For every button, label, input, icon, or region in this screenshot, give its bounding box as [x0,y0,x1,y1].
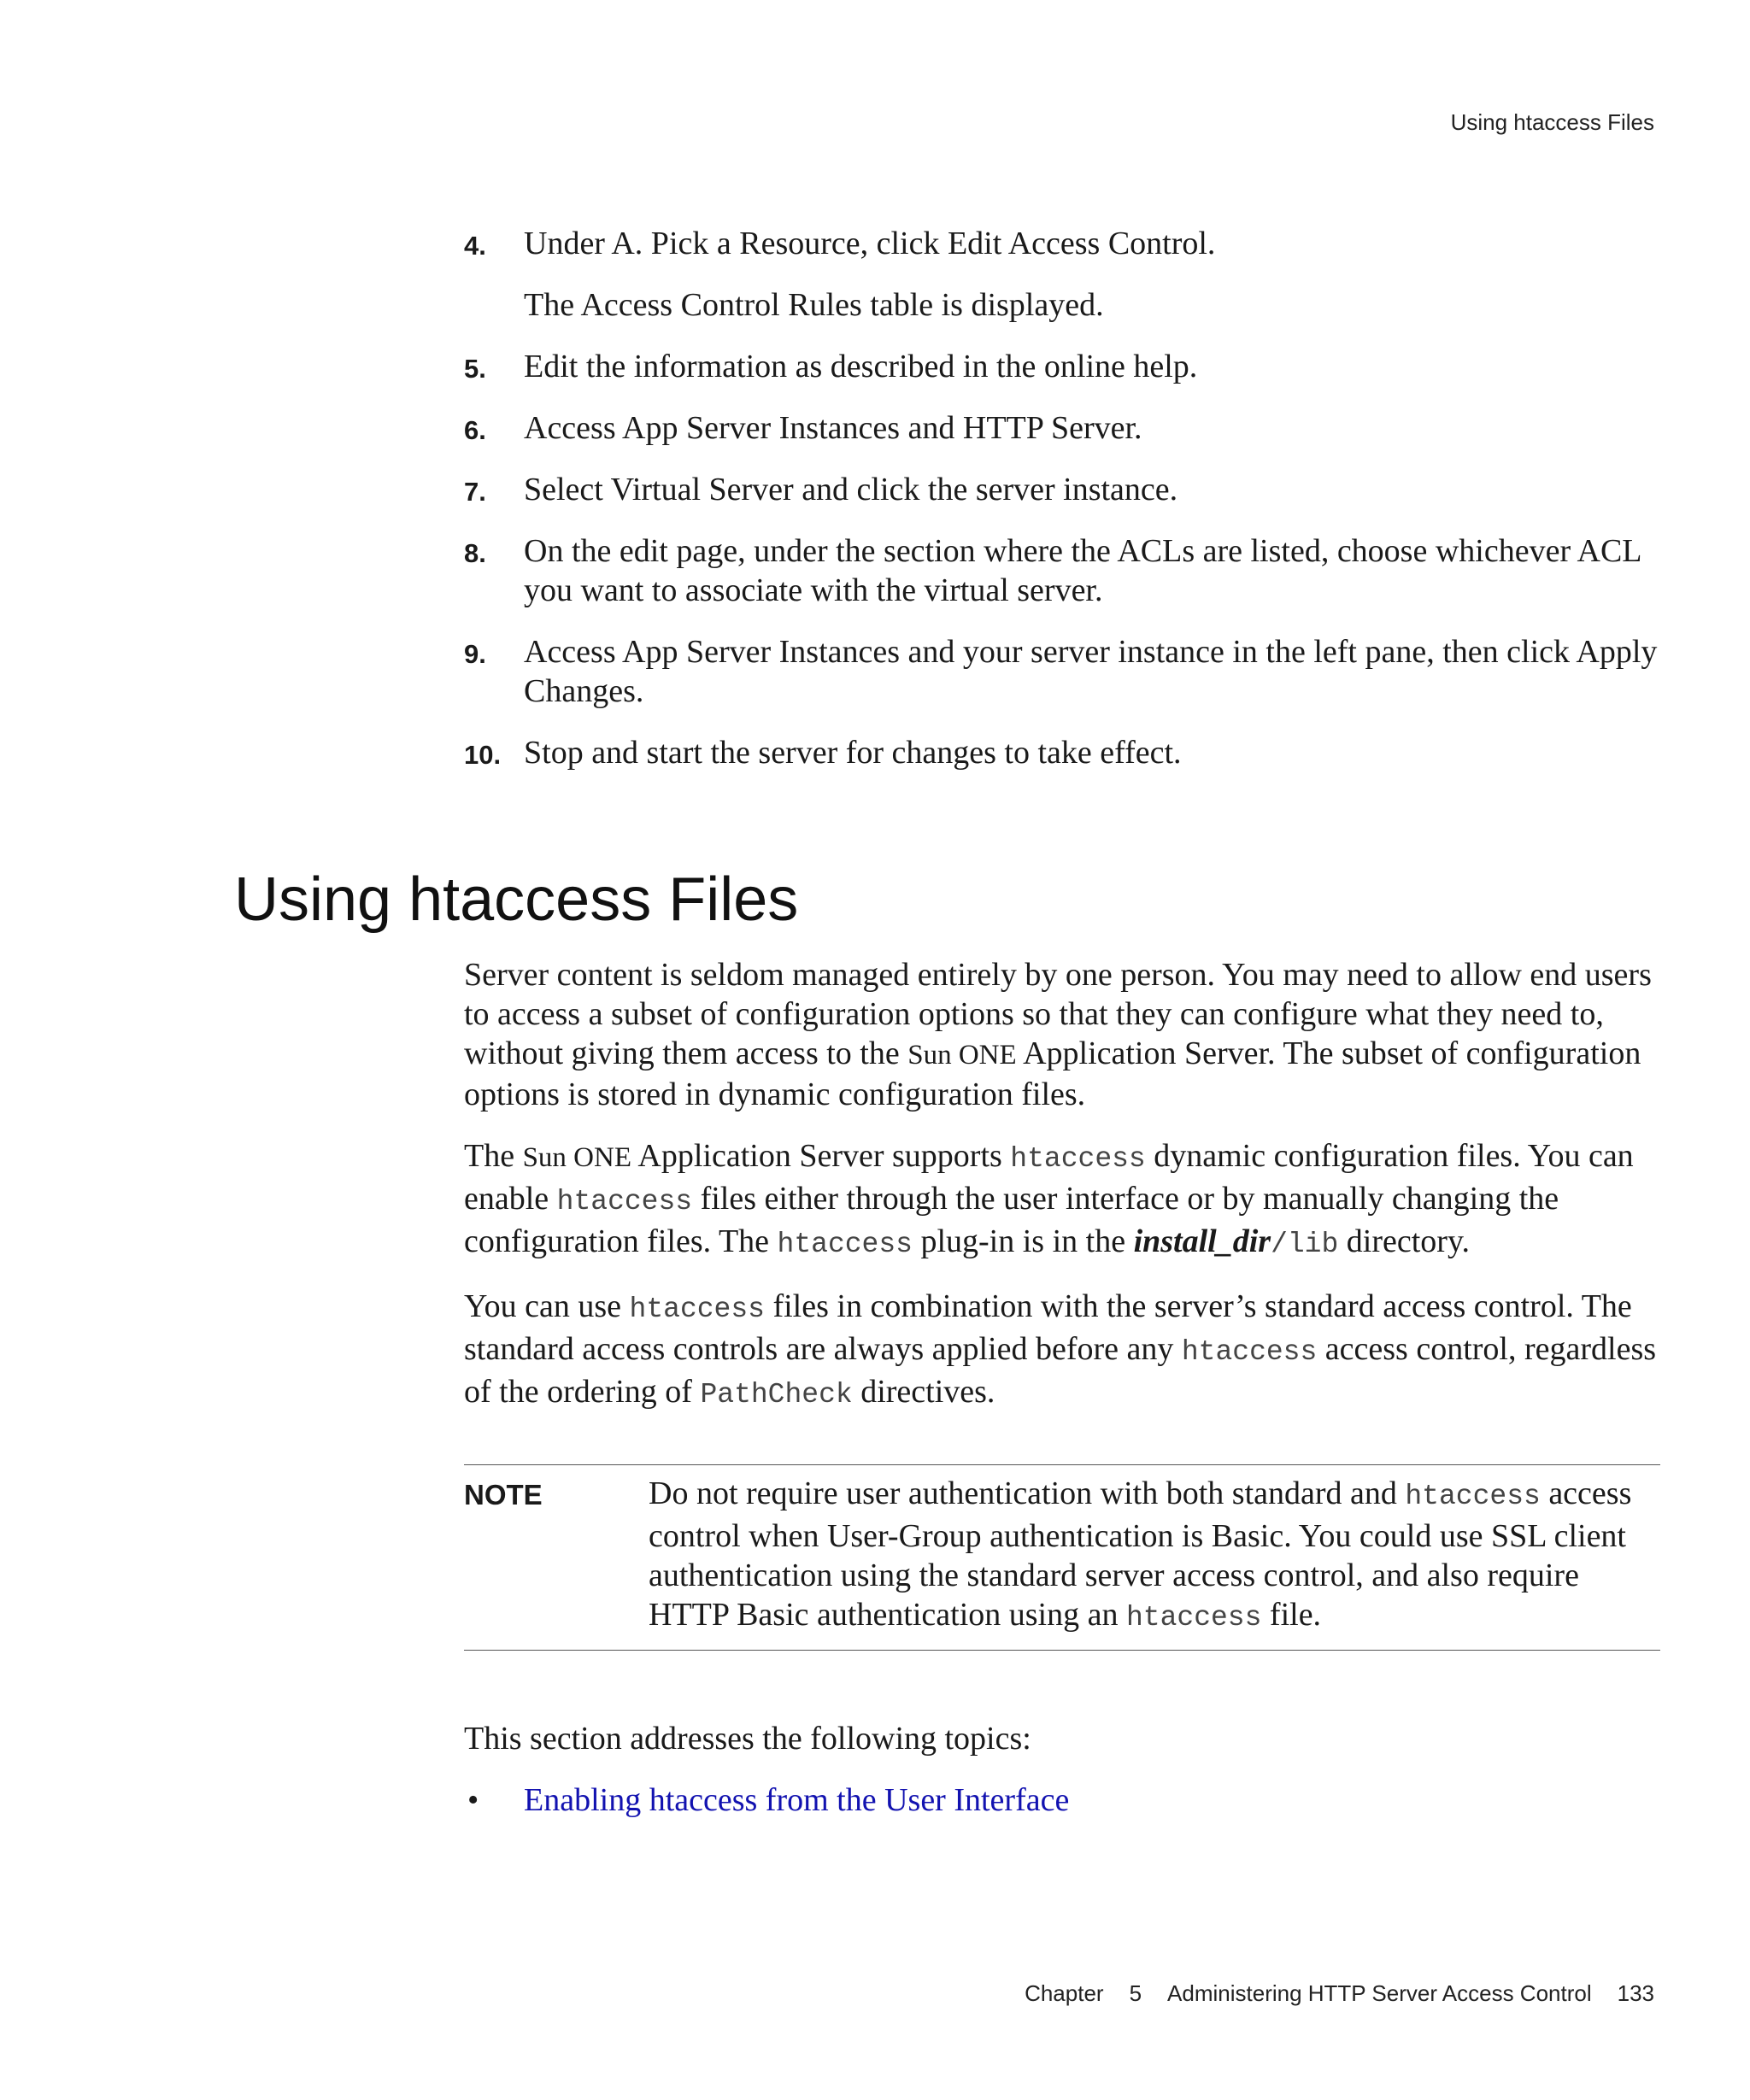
step-number: 7. [464,477,486,507]
code-htaccess: htaccess [556,1186,693,1217]
step-10 [464,733,1660,772]
code-htaccess: htaccess [1010,1143,1146,1175]
note-label: NOTE [464,1479,543,1510]
topics-intro: This section addresses the following topics: [464,1721,1031,1757]
code-htaccess: htaccess [629,1293,765,1325]
running-head: Using htaccess Files [1450,109,1654,135]
paragraph-support [464,1136,1660,1264]
step-text: Access App Server Instances and your server instance in the left pane, then click Apply Changes. [524,634,1658,709]
code-htaccess: htaccess [1181,1336,1318,1368]
paragraph-intro [464,955,1660,1114]
code-pathcheck: PathCheck [700,1379,853,1411]
text-run: You can use [464,1288,630,1324]
code-htaccess: htaccess [777,1229,913,1260]
product-name: Sun ONE [522,1142,632,1173]
text-run: plug-in is in the [912,1223,1134,1259]
text-run: Application Server supports [631,1138,1011,1174]
step-text: On the edit page, under the section where the ACLs are listed, choose whichever ACL you want to associate with the virtual server. [524,533,1641,608]
product-name: Sun ONE [907,1040,1017,1071]
paragraph-combination [464,1287,1660,1415]
step-text: Under A. Pick a Resource, click Edit Access Control. [524,226,1216,261]
topics-list [464,1780,1660,1820]
topic-link-enabling-htaccess[interactable]: Enabling htaccess from the User Interface [524,1782,1070,1818]
text-run: directives. [852,1374,995,1410]
step-9 [464,632,1660,711]
text-run: directory. [1338,1223,1470,1259]
text-run: dynamic configuration files. You can enable [464,1138,1634,1217]
text-run: Application Server. The subset of configuration options is stored in dynamic configuration files. [464,1035,1641,1112]
text-run: Server content is seldom managed entirely by one person. You may need to allow end users to access a subset of configuration options so that they can configure what they need to, without giving them access to the [464,957,1652,1071]
note-text [649,1474,1660,1638]
step-8 [464,531,1660,610]
step-text: Stop and start the server for changes to take effect. [524,735,1182,771]
page-number: 133 [1617,1980,1654,2006]
code-htaccess: htaccess [1125,1602,1262,1634]
text-run: files in combination with the server’s standard access control. The standard access controls are always applied before any [464,1288,1632,1367]
step-text: Access App Server Instances and HTTP Server. [524,410,1142,446]
step-5 [464,347,1660,386]
bullet-icon: • [467,1782,479,1818]
note-box [464,1464,1660,1651]
footer-chapter-label: Chapter [1025,1980,1104,2006]
step-4 [464,224,1660,325]
step-number: 4. [464,231,486,261]
step-number: 5. [464,354,486,384]
step-7 [464,470,1660,509]
step-6 [464,408,1660,448]
step-result: The Access Control Rules table is displayed. [524,287,1104,323]
step-number: 6. [464,415,486,445]
text-run: The [464,1138,523,1174]
install-dir-variable: install_dir [1133,1223,1271,1259]
section-title: Using htaccess Files [234,865,799,934]
text-run: Do not require user authentication with both standard and [649,1475,1406,1511]
footer-chapter-title: Administering HTTP Server Access Control [1167,1980,1592,2006]
text-run: access control, regardless of the ordering of [464,1331,1657,1410]
text-run: access control when User-Group authentication is Basic. You could use SSL client authentication using the standard server access control, and also require HTTP Basic authentication using an [649,1475,1632,1633]
code-htaccess: htaccess [1405,1481,1541,1512]
footer-chapter-number: 5 [1129,1980,1142,2006]
step-text: Edit the information as described in the online help. [524,349,1198,384]
step-number: 10. [464,740,502,770]
procedure-steps [464,224,1660,795]
step-number: 9. [464,639,486,669]
list-item [464,1780,1660,1820]
text-run: file. [1261,1597,1322,1633]
text-run: files either through the user interface or by manually changing the configuration files. The [464,1181,1559,1259]
step-text: Select Virtual Server and click the server instance. [524,472,1178,507]
code-lib: /lib [1271,1229,1339,1260]
section-body [464,955,1660,1820]
page-footer [1025,1980,1654,2007]
step-number: 8. [464,538,486,568]
